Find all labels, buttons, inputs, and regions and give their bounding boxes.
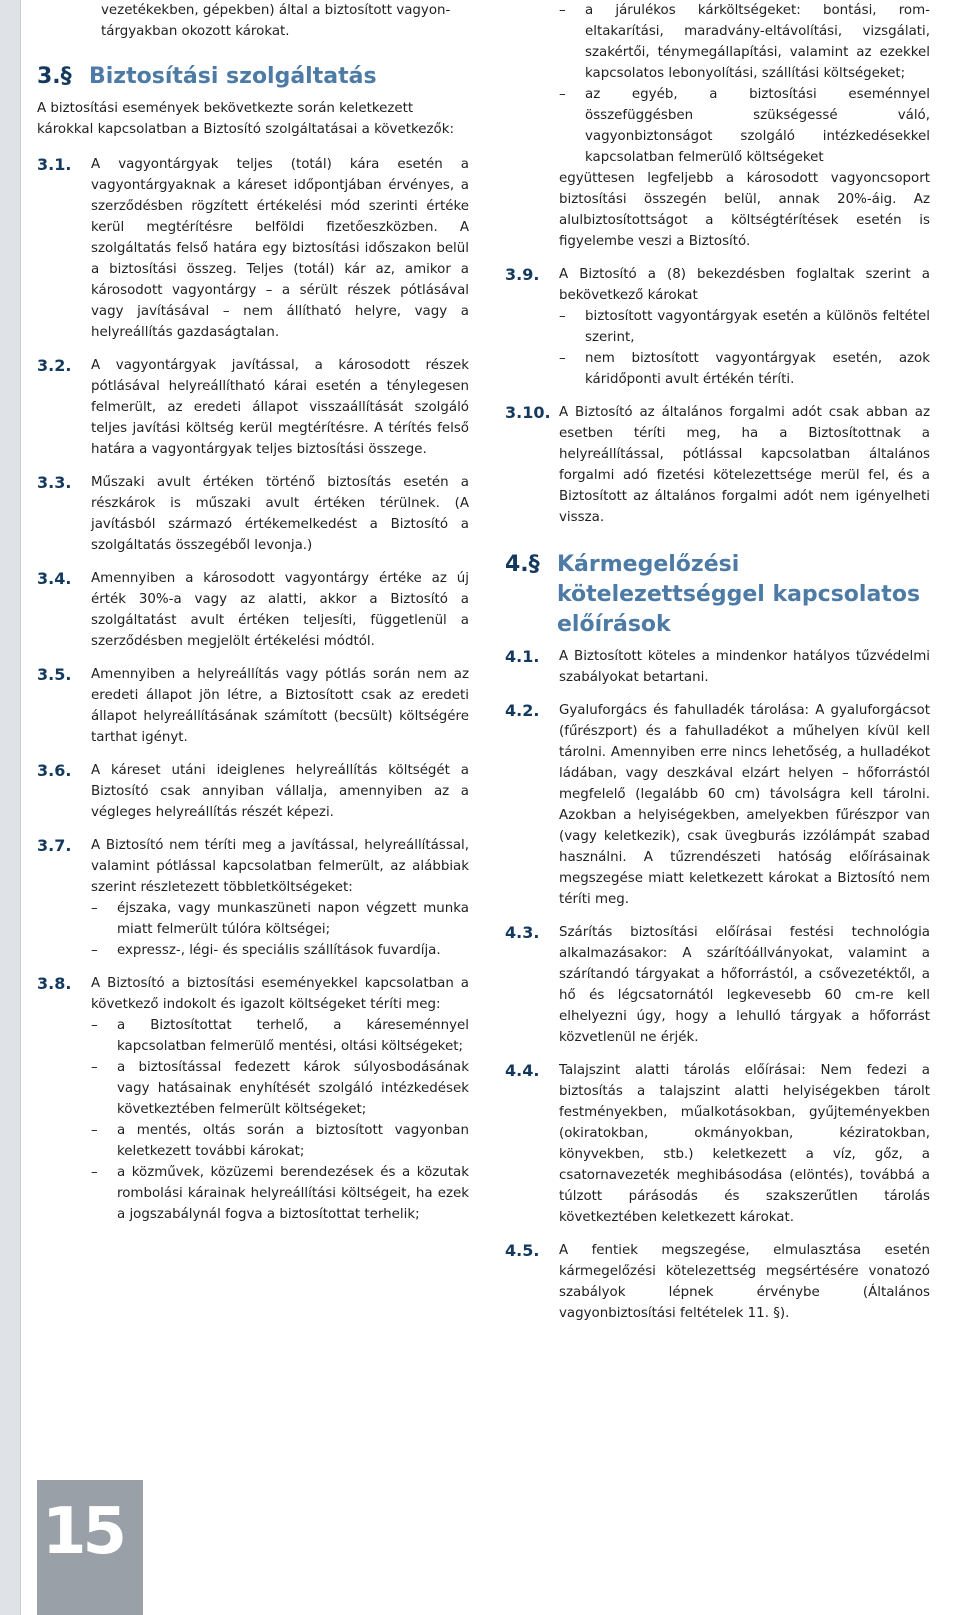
item-text: Amennyiben a károsodott vagyontárgy értéke az új érték 30%-a vagy az alatti, akkor a Biztosító a szolgáltatást avult értéken teljesíti, függetlenül a szerződésben megjelölt értékelési módtól. <box>91 571 469 649</box>
item-text: A Biztosító az általános forgalmi adót csak abban az esetben téríti meg, ha a Biztosítottnak a helyreállítással, pótlással kapcsolatban általános forgalmi adó fizetési kötelezettsége merül fel, és a Biztosított az általános forgalmi adót nem igényelheti vissza. <box>559 405 930 525</box>
item-text: A káreset utáni ideiglenes helyreállítás költségét a Biztosító csak annyiban vállalja, amennyiben az a végleges helyreállítás részét képezi. <box>91 763 469 820</box>
item-number: 3.5. <box>37 665 72 684</box>
item-text: A Biztosító a (8) bekezdésben foglaltak szerint a bekövetkező károkat <box>559 267 930 303</box>
item-3-9 <box>505 264 930 390</box>
item-text: Műszaki avult értéken történő biztosítás esetén a részkárok is műszaki avult értéken térülnek. (A javításból származó értékemelkedést a Biztosító a szolgáltatás összegéből levonja.) <box>91 475 469 553</box>
item-text: A vagyontárgyak teljes (totál) kára esetén a vagyontárgyaknak a káreset időpontjában érvényes, a szerződésben rögzített értékelési mód szerinti értéke kerül megtérítésre belföldi fizetőeszközben. A szolgáltatás felső határa egy biztosítási időszakon belül a biztosítási összeg. Teljes (totál) kár az, amikor a károsodott vagyontárgy – a sérült részek pótlásával vagy javításával – nem állítható helyre, vagy a helyreállítás gazdaságtalan. <box>91 157 469 340</box>
list-item: – a Biztosítottat terhelő, a káreseménnyel kapcsolatban felmerülő mentési, oltási költségeket; <box>91 1018 469 1054</box>
item-3-7 <box>37 835 469 961</box>
section-4-number: 4.§ <box>505 552 540 577</box>
right-column <box>505 0 930 1336</box>
item-number: 3.1. <box>37 155 72 174</box>
item-3-3 <box>37 472 469 556</box>
item-text: A Biztosító a biztosítási eseményekkel kapcsolatban a következő indokolt és igazolt költségeket téríti meg: <box>91 976 469 1012</box>
page-number: 15 <box>42 1495 124 1569</box>
list-item: – a járulékos kárköltségeket: bontási, rom-eltakarítási, maradvány-eltávolítási, vizsgálati, szakértői, ténymegállapítási, valamint az ezekkel kapcsolatos lebonyolítási, szállítási költségeket; <box>559 3 930 81</box>
list-item: – az egyéb, a biztosítási eseménnyel összefüggésben szükségessé váló, vagyonbiztonságot szolgáló intézkedésekkel kapcsolatban felmerülő költségeket <box>559 87 930 165</box>
item-number: 3.10. <box>505 403 551 422</box>
item-number: 4.1. <box>505 647 540 666</box>
list-item: – a biztosítással fedezett károk súlyosbodásának vagy hatásainak enyhítését szolgáló intézkedések következtében felmerült költségeket; <box>91 1060 469 1117</box>
top-continuation <box>101 0 469 42</box>
item-3-8-tail: együttesen legfeljebb a károsodott vagyoncsoport biztosítási összegén belül, annak 20%-áig. Az alulbiztosítottságot a költségtérítések esetén is figyelembe veszi a Biztosító. <box>559 171 930 249</box>
list-item: – nem biztosított vagyontárgyak esetén, azok káridőponti avult értékén téríti. <box>559 351 930 387</box>
item-4-3 <box>505 922 930 1048</box>
item-number: 3.6. <box>37 761 72 780</box>
section-3-number: 3.§ <box>37 64 72 89</box>
dash-list <box>559 0 930 168</box>
item-3-6 <box>37 760 469 823</box>
list-item: – éjszaka, vagy munkaszüneti napon végzett munka miatt felmerült túlóra költségei; <box>91 901 469 937</box>
item-4-2 <box>505 700 930 910</box>
item-number: 4.2. <box>505 701 540 720</box>
continuation-line-1: vezetékekben, gépekben) által a biztosított vagyon- <box>101 3 451 18</box>
item-number: 3.3. <box>37 473 72 492</box>
item-text: A fentiek megszegése, elmulasztása esetén kármegelőzési kötelezettség megsértésére vonatozó szabályok lépnek érvénybe (Általános vagyonbiztosítási feltételek 11. §). <box>559 1243 930 1321</box>
item-number: 4.5. <box>505 1241 540 1260</box>
item-3-5 <box>37 664 469 748</box>
item-text: A Biztosító nem téríti meg a javítással, helyreállítással, valamint pótlással kapcsolatban felmerült, az alábbiak szerint részletezett többletköltségeket: <box>91 838 469 895</box>
dash-list <box>91 898 469 961</box>
list-item: – expressz-, légi- és speciális szállítások fuvardíja. <box>91 943 441 958</box>
item-4-5 <box>505 1240 930 1324</box>
page-margin-bar <box>0 0 21 1615</box>
item-text: Talajszint alatti tárolás előírásai: Nem fedezi a biztosítás a talajszint alatti helyiségekben tárolt festményekben, műalkotásokban, gyűjteményekben (okiratokban, okmányokban, kéziratokban, könyvekben, stb.) keletkezett a víz, gőz, a csatornavezeték meghibásodása (elöntés), továbbá a túlzott párásodás és szakszerűtlen tárolás következtében keletkezett károkat. <box>559 1063 930 1225</box>
item-number: 3.7. <box>37 836 72 855</box>
item-number: 4.4. <box>505 1061 540 1080</box>
dash-list <box>559 306 930 390</box>
section-3-intro: A biztosítási események bekövetkezte során keletkezett károkkal kapcsolatban a Biztosító szolgáltatásai a következők: <box>37 101 454 137</box>
item-4-4 <box>505 1060 930 1228</box>
list-item: – a mentés, oltás során a biztosított vagyonban keletkezett további károkat; <box>91 1123 469 1159</box>
item-text: Szárítás biztosítási előírásai festési technológia alkalmazásakor: A szárítóállványokat, valamint a szárítandó tárgyakat a hőforrástól, a csővezetéktől, a hő és légcsatornától legkevesebb 60 cm-re kell elhelyezni úgy, hogy a lehulló tárgyak a hőforrást közvetlenül ne érjék. <box>559 925 930 1045</box>
item-number: 3.2. <box>37 356 72 375</box>
item-text: Gyaluforgács és fahulladék tárolása: A gyaluforgácsot (fűrészport) és a fahulladékot a műhelyen kívül kell tárolni. Amennyiben erre nincs lehetőség, a hulladékot ládában, vagy deszkával elzárt helyen – hőforrástól megfelelő (legalább 60 cm) távolságra kell tárolni. Azokban a helyiségekben, amelyekben fűrészpor van (vagy keletkezik), csak üvegburás izzólámpát szabad használni. A tűzrendészeti hatóság előírásainak megszegése miatt keletkezett károkat a Biztosító nem téríti meg. <box>559 703 930 907</box>
item-number: 3.9. <box>505 265 540 284</box>
item-number: 3.4. <box>37 569 72 588</box>
list-item: – a közművek, közüzemi berendezések és a közutak rombolási kárainak helyreállítási költségeit, ha ezek a jogszabálynál fogva a biztosítottat terhelik; <box>91 1165 469 1222</box>
item-text: Amennyiben a helyreállítás vagy pótlás során nem az eredeti állapot jön létre, a Biztosított csak az eredeti állapot helyreállításának számított (becsült) költségére tarthat igényt. <box>91 667 469 745</box>
section-3-heading <box>37 62 469 92</box>
continuation-line-2: tárgyakban okozott károkat. <box>101 24 290 39</box>
list-item: – biztosított vagyontárgyak esetén a különös feltétel szerint, <box>559 309 930 345</box>
item-number: 3.8. <box>37 974 72 993</box>
item-3-8 <box>37 973 469 1225</box>
item-number: 4.3. <box>505 923 540 942</box>
section-4-heading <box>505 550 930 640</box>
item-3-10 <box>505 402 930 528</box>
item-text: A Biztosított köteles a mindenkor hatályos tűzvédelmi szabályokat betartani. <box>559 649 930 685</box>
item-4-1 <box>505 646 930 688</box>
left-column <box>37 0 469 1237</box>
item-text: A vagyontárgyak javítással, a károsodott részek pótlásával helyreállítható kárai esetén a ténylegesen felmerült, az eredeti állapot visszaállítását szolgáló teljes javítási költség kerül megtérítésre. A térítés felső határa a vagyontárgyak teljes biztosítási összege. <box>91 358 469 457</box>
section-4-title: Kármegelőzési kötelezettséggel kapcsolatos előírások <box>557 552 921 637</box>
item-3-4 <box>37 568 469 652</box>
dash-list <box>91 1015 469 1225</box>
item-3-8-continued <box>559 0 930 252</box>
item-3-2 <box>37 355 469 460</box>
section-3-title: Biztosítási szolgáltatás <box>89 64 377 89</box>
item-3-1 <box>37 154 469 343</box>
